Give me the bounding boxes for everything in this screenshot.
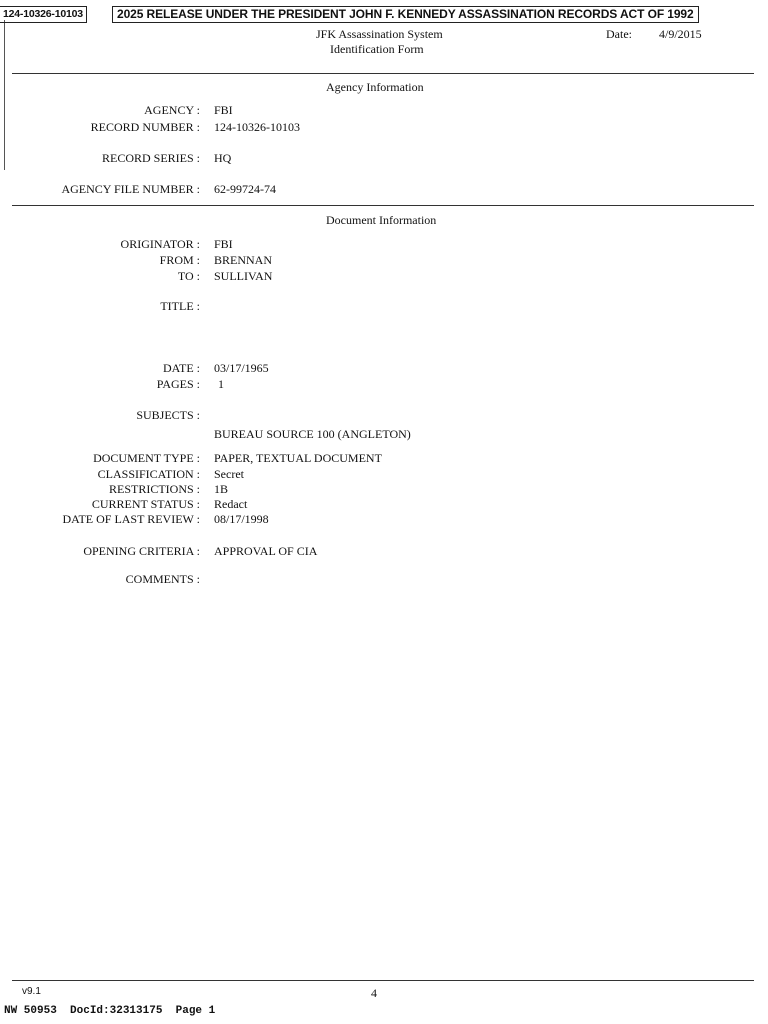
- nara-document-id: NW 50953 DocId:32313175 Page 1: [4, 1005, 216, 1017]
- last-review-label: DATE OF LAST REVIEW :: [62, 512, 200, 526]
- comments-label: COMMENTS :: [125, 572, 200, 586]
- agency-file-number-value: 62-99724-74: [214, 182, 276, 196]
- form-title: Identification Form: [330, 42, 424, 56]
- record-stamp: 124-10326-10103: [0, 6, 87, 23]
- originator-value: FBI: [214, 237, 233, 251]
- footer-divider: [12, 980, 754, 981]
- restrictions-label: RESTRICTIONS :: [108, 482, 200, 496]
- subject-item: BUREAU SOURCE 100 (ANGLETON): [214, 427, 411, 441]
- last-review-value: 08/17/1998: [214, 512, 269, 526]
- header-divider: [12, 73, 754, 74]
- pages-value: 1: [218, 377, 224, 391]
- document-type-value: PAPER, TEXTUAL DOCUMENT: [214, 451, 382, 465]
- agency-label: AGENCY :: [144, 103, 200, 117]
- classification-value: Secret: [214, 467, 244, 481]
- title-label: TITLE :: [160, 299, 200, 313]
- from-value: BRENNAN: [214, 253, 273, 267]
- record-number-label: RECORD NUMBER :: [90, 120, 200, 134]
- release-banner: 2025 RELEASE UNDER THE PRESIDENT JOHN F. KENNEDY ASSASSINATION RECORDS ACT OF 1992: [112, 6, 699, 23]
- date-field-label: DATE :: [163, 361, 200, 375]
- form-version: v9.1: [22, 986, 41, 997]
- system-title: JFK Assassination System: [316, 27, 443, 41]
- record-series-label: RECORD SERIES :: [101, 151, 200, 165]
- date-field-value: 03/17/1965: [214, 361, 269, 375]
- date-value: 4/9/2015: [659, 27, 702, 41]
- restrictions-value: 1B: [214, 482, 229, 496]
- current-status-label: CURRENT STATUS :: [91, 497, 200, 511]
- document-section-title: Document Information: [326, 213, 437, 227]
- pages-label: PAGES :: [156, 377, 200, 391]
- page-number: 4: [371, 986, 377, 1000]
- to-value: SULLIVAN: [214, 269, 273, 283]
- record-number-value: 124-10326-10103: [214, 120, 300, 134]
- record-series-value: HQ: [214, 151, 232, 165]
- agency-file-number-label: AGENCY FILE NUMBER :: [61, 182, 200, 196]
- opening-criteria-label: OPENING CRITERIA :: [83, 544, 200, 558]
- date-label: Date:: [606, 27, 632, 41]
- agency-value: FBI: [214, 103, 233, 117]
- classification-label: CLASSIFICATION :: [97, 467, 200, 481]
- left-margin-line: [4, 20, 5, 170]
- originator-label: ORIGINATOR :: [120, 237, 200, 251]
- document-type-label: DOCUMENT TYPE :: [93, 451, 200, 465]
- to-label: TO :: [177, 269, 200, 283]
- agency-section-divider: [12, 205, 754, 206]
- agency-section-title: Agency Information: [326, 80, 424, 94]
- from-label: FROM :: [159, 253, 200, 267]
- subjects-label: SUBJECTS :: [136, 408, 200, 422]
- opening-criteria-value: APPROVAL OF CIA: [214, 544, 318, 558]
- current-status-value: Redact: [214, 497, 248, 511]
